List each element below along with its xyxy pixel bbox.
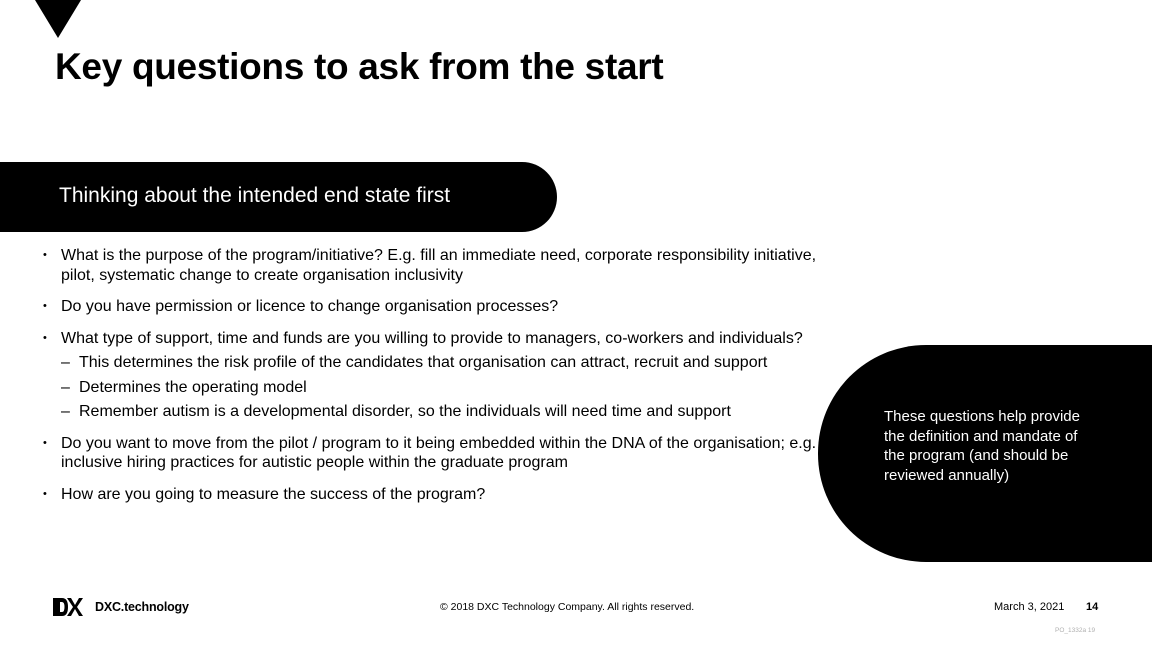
bullet-text: How are you going to measure the success of the program? <box>61 485 486 503</box>
bullet-item <box>43 485 833 505</box>
dash-icon: – <box>61 378 70 396</box>
sub-bullet-item <box>61 402 833 422</box>
slide-title: Key questions to ask from the start <box>55 46 664 87</box>
bullet-text: What is the purpose of the program/initiative? E.g. fill an immediate need, corporate responsibility initiative, pilot, systematic change to create organisation inclusivity <box>61 247 817 284</box>
document-code: PO_1332a 19 <box>1055 627 1096 634</box>
company-logo <box>53 595 189 619</box>
bullet-item <box>43 329 833 422</box>
dash-icon: – <box>61 354 70 371</box>
slide-date: March 3, 2021 <box>994 601 1065 613</box>
triangle-down-icon <box>35 0 81 38</box>
logo-text: DXC.technology <box>95 600 189 614</box>
bullet-icon: • <box>43 249 47 261</box>
dash-icon: – <box>61 403 70 420</box>
copyright-text: © 2018 DXC Technology Company. All rights reserved. <box>440 601 695 613</box>
bullet-item <box>43 434 833 473</box>
section-banner-text: Thinking about the intended end state first <box>59 184 451 207</box>
bullet-text: Do you have permission or licence to change organisation processes? <box>61 298 559 315</box>
sub-bullet-text: This determines the risk profile of the candidates that organisation can attract, recruit and support <box>79 354 768 371</box>
bullet-icon: • <box>43 436 47 449</box>
bullet-icon: • <box>43 487 47 500</box>
callout-text: These questions help provide the definition and mandate of the program (and should be reviewed annually) <box>884 408 1080 484</box>
bullet-item <box>43 297 833 317</box>
dxc-logo-icon <box>53 595 89 619</box>
sub-bullet-text: Remember autism is a developmental disorder, so the individuals will need time and support <box>79 403 731 420</box>
bullet-icon: • <box>43 300 47 312</box>
sub-bullet-text: Determines the operating model <box>79 378 307 396</box>
bullet-text: What type of support, time and funds are you willing to provide to managers, co-workers and individuals? <box>61 329 803 347</box>
sub-bullet-item <box>61 378 833 398</box>
bullet-text: Do you want to move from the pilot / program to it being embedded within the DNA of the organisation; e.g. inclusive hiring practices for autistic people within the graduate program <box>61 434 817 471</box>
bullet-item <box>43 246 833 285</box>
bullet-list <box>43 246 833 516</box>
bullet-icon: • <box>43 331 47 344</box>
sub-bullet-item <box>61 353 833 373</box>
page-number: 14 <box>1086 601 1099 613</box>
